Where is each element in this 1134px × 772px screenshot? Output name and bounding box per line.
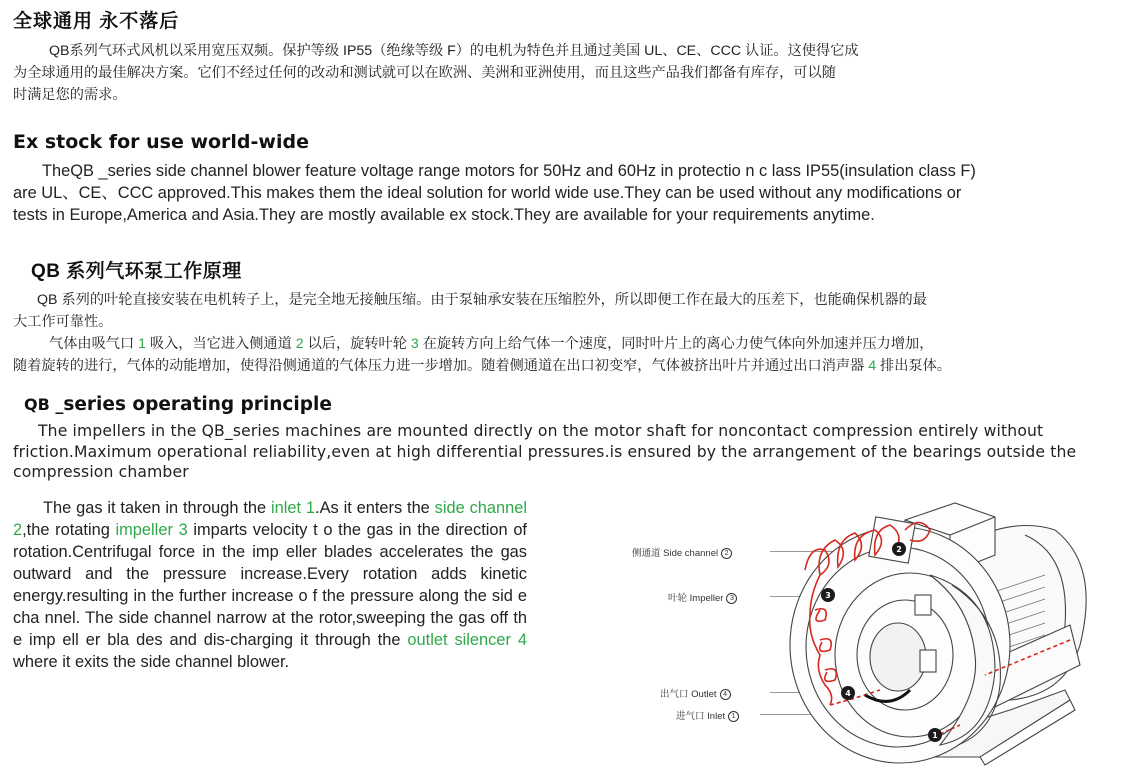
paragraph-line: compression chamber <box>13 463 189 481</box>
circled-number-icon: 2 <box>721 548 732 559</box>
callout-impeller <box>668 590 737 604</box>
side-channel-blower-diagram <box>780 495 1100 770</box>
section-title-global-use-cn: 全球通用 永不落后 <box>13 11 180 32</box>
marker-number-1: 1 <box>138 336 146 352</box>
paragraph-line: 为全球通用的最佳解决方案。它们不经过任何的改动和测试就可以在欧洲、美洲和亚洲使用，而且这些产品我们都备有库存，可以随 <box>13 65 836 81</box>
section-title-ex-stock: Ex stock for use world-wide <box>13 131 309 153</box>
circled-number-icon: 1 <box>728 711 739 722</box>
callout-label-en: Outlet <box>691 689 717 700</box>
paragraph-line: friction.Maximum operational reliability,even at high differential pressures.is ensured by the arrangement of the bearings outside the <box>13 442 1077 461</box>
highlight-impeller: impeller 3 <box>115 521 188 539</box>
text-run: where it exits the side channel blower. <box>13 653 290 671</box>
text-run: 排出泵体。 <box>876 358 951 374</box>
highlight-side-channel: side channel 2 <box>13 499 527 539</box>
svg-text:1: 1 <box>932 731 938 740</box>
svg-text:2: 2 <box>896 545 902 554</box>
callout-label-cn: 进气口 <box>676 711 705 722</box>
text-run: 吸入，当它进入侧通道 <box>145 336 296 352</box>
callout-label-cn: 叶轮 <box>668 593 688 604</box>
title-main: series operating principle <box>63 394 332 415</box>
title-prefix: QB _ <box>24 395 64 414</box>
callout-label-cn: 出气口 <box>660 689 689 700</box>
callout-label-en: Inlet <box>707 711 726 722</box>
callout-label-en: Side channel <box>663 548 719 559</box>
text-run: imparts velocity t o the gas in the direction of rotation.Centrifugal force in the imp eller blades accelerates the gas outward and the pressure increase.Every rotation adds kinetic energy.resulting in the further increase o f the pressure along the sid e cha nnel. The side channel narrow at the rotor,sweeping the gas off th e imp ell er bla des and dis-charging it through the <box>13 521 527 649</box>
paragraph-line: are UL、CE、CCC approved.This makes them the ideal solution for world wide use.They can be used without any modifications or <box>13 184 962 202</box>
text-run: 随着旋转的进行，气体的动能增加，使得沿侧通道的气体压力进一步增加。随着侧通道在出口初变窄，气体被挤出叶片并通过出口消声器 <box>13 358 869 374</box>
callout-label-cn: 侧通道 <box>632 548 661 559</box>
paragraph-line: TheQB _series side channel blower feature voltage range motors for 50Hz and 60Hz in protectio n c lass IP55(insulation class F) <box>42 162 976 180</box>
section-title-principle-en <box>24 394 332 415</box>
highlight-outlet-silencer: outlet silencer 4 <box>407 631 527 649</box>
text-run: 在旋转方向上给气体一个速度，同时叶片上的离心力使气体向外加速并压力增加， <box>418 336 934 352</box>
paragraph-line: QB 系列的叶轮直接安装在电机转子上，是完全地无接触压缩。由于泵轴承安装在压缩腔外，所以即便工作在最大的压差下，也能确保机器的最 <box>37 292 927 308</box>
text-run: 以后，旋转叶轮 <box>303 336 411 352</box>
principle-paragraph-en <box>13 421 1128 483</box>
paragraph-line: QB系列气环式风机以采用宽压双频。保护等级 IP55（绝缘等级 F）的电机为特色并且通过美国 UL、CE、CCC 认证。这使得它成 <box>49 43 859 59</box>
text-run: ,the rotating <box>22 521 116 539</box>
gas-flow-paragraph <box>13 497 527 673</box>
paragraph-line: The impellers in the QB_series machines are mounted directly on the motor shaft for noncontact compression entirely without <box>38 422 1044 440</box>
marker-number-4: 4 <box>868 358 877 374</box>
callout-label-en: Impeller <box>689 593 724 604</box>
marker-number-2: 2 <box>295 336 304 352</box>
text-run: The gas it taken in through the <box>43 499 272 517</box>
callout-outlet <box>660 686 731 700</box>
ex-stock-paragraph <box>13 160 1123 226</box>
text-run: .As it enters the <box>315 499 435 517</box>
circled-number-icon: 3 <box>726 593 737 604</box>
global-use-paragraph-cn <box>13 40 1123 106</box>
circled-number-icon: 4 <box>720 689 731 700</box>
highlight-inlet: inlet 1 <box>271 499 316 517</box>
text-run: 气体由吸气口 <box>49 336 139 352</box>
paragraph-line: 时满足您的需求。 <box>13 87 127 103</box>
principle-paragraph-cn <box>13 289 1128 377</box>
paragraph-line: 大工作可靠性。 <box>13 314 113 330</box>
section-title-principle-cn: QB 系列气环泵工作原理 <box>31 261 242 282</box>
callout-side-channel <box>632 545 732 559</box>
svg-text:3: 3 <box>825 591 831 600</box>
svg-text:4: 4 <box>845 689 851 698</box>
marker-number-3: 3 <box>410 336 419 352</box>
callout-inlet <box>676 708 739 722</box>
paragraph-line: tests in Europe,America and Asia.They are mostly available ex stock.They are available for your requirements anytime. <box>13 206 875 224</box>
